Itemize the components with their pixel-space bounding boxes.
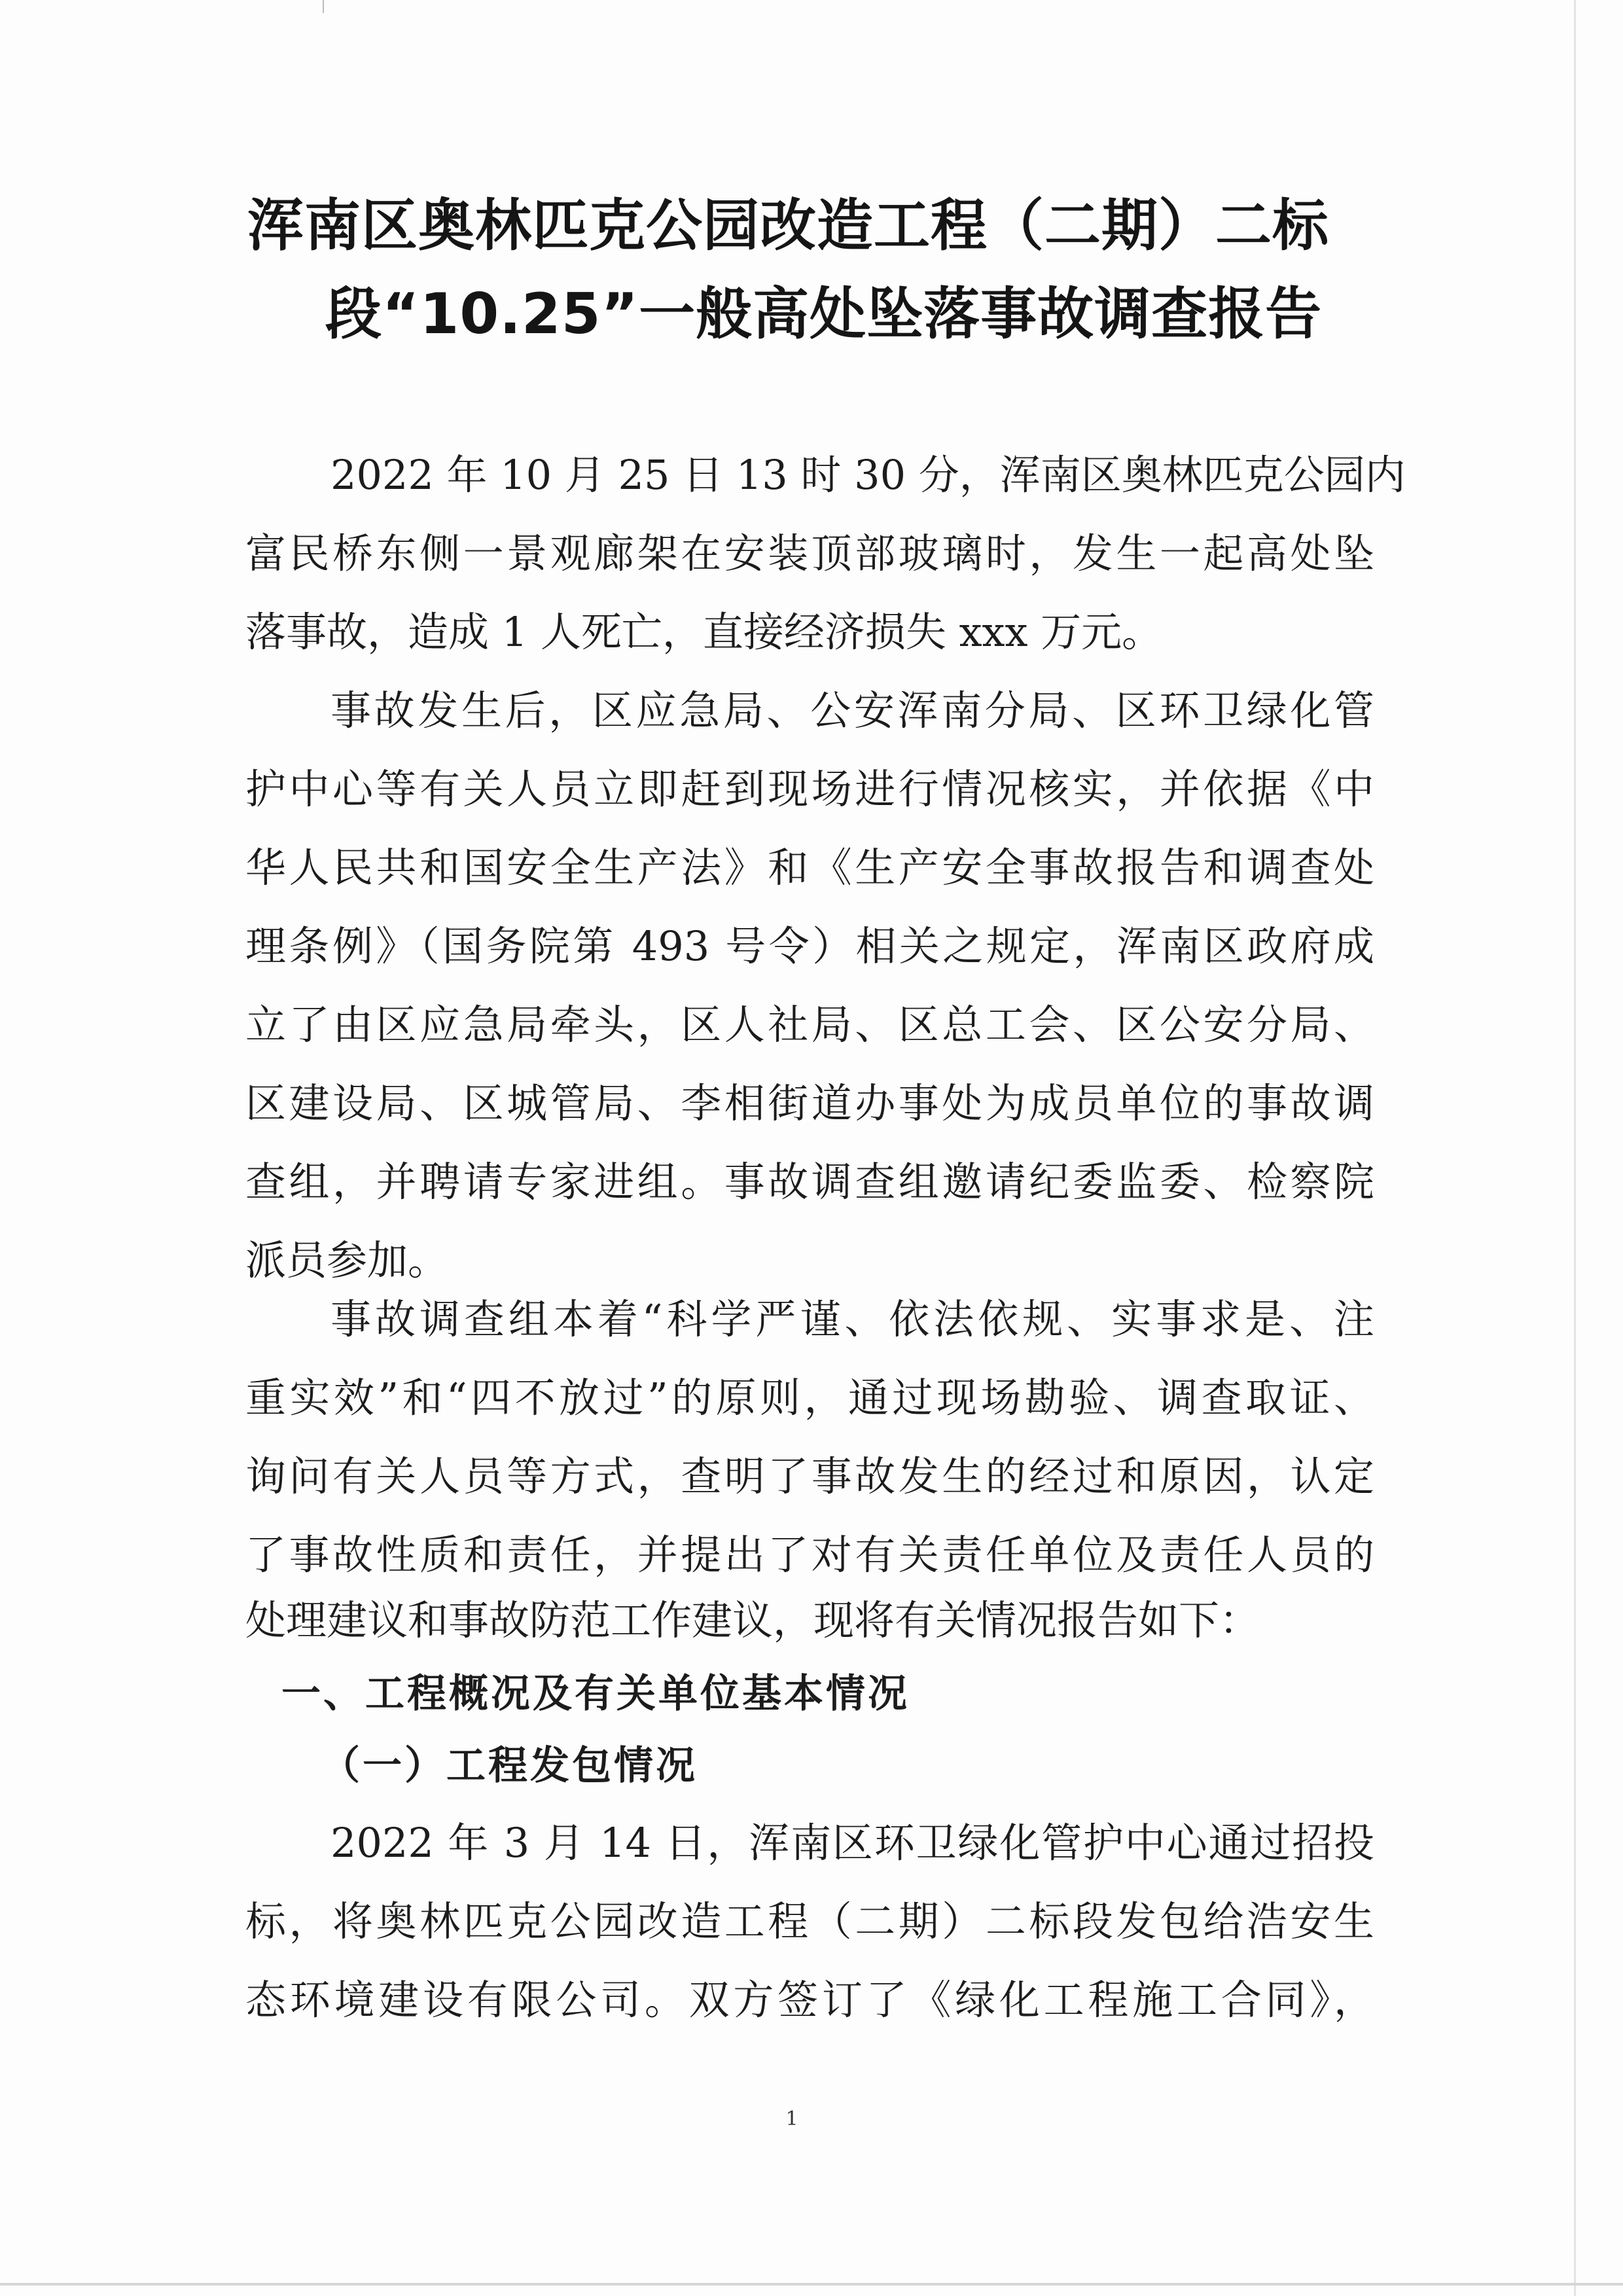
paragraph-2-line-3: 华人民共和国安全生产法》和《生产安全事故报告和调查处	[245, 844, 1374, 891]
paragraph-2-line-7: 查组，并聘请专家进组。事故调查组邀请纪委监委、检察院	[245, 1158, 1374, 1206]
document-title-line-2: 段“10.25”一般高处坠落事故调查报告	[325, 281, 1323, 347]
scan-edge-bottom	[0, 2283, 1623, 2286]
paragraph-3-line-3: 询问有关人员等方式，查明了事故发生的经过和原因，认定	[245, 1452, 1374, 1500]
paragraph-3-line-1: 事故调查组本着“科学严谨、依法依规、实事求是、注	[330, 1295, 1374, 1343]
paragraph-2-line-4: 理条例》（国务院第 493 号令）相关之规定，浑南区政府成	[245, 922, 1374, 970]
page-number: 1	[785, 2108, 798, 2130]
paragraph-3-line-4: 了事故性质和责任，并提出了对有关责任单位及责任人员的	[245, 1531, 1374, 1579]
scan-tick-mark	[323, 0, 324, 13]
paragraph-3-line-5: 处理建议和事故防范工作建议，现将有关情况报告如下：	[245, 1596, 1260, 1644]
paragraph-4-line-2: 标，将奥林匹克公园改造工程（二期）二标段发包给浩安生	[245, 1897, 1374, 1945]
section-heading-1: 一、工程概况及有关单位基本情况	[281, 1671, 910, 1717]
paragraph-1-line-3: 落事故，造成 1 人死亡，直接经济损失 xxx 万元。	[245, 608, 1163, 656]
paragraph-2-line-6: 区建设局、区城管局、李相街道办事处为成员单位的事故调	[245, 1079, 1374, 1127]
scan-edge-right	[1574, 0, 1576, 2296]
document-title-line-1: 浑南区奥林匹克公园改造工程（二期）二标	[247, 193, 1329, 259]
paragraph-2-line-5: 立了由区应急局牵头，区人社局、区总工会、区公安分局、	[245, 1001, 1374, 1049]
section-heading-2: （一）工程发包情况	[321, 1743, 698, 1789]
paragraph-1-line-2: 富民桥东侧一景观廊架在安装顶部玻璃时，发生一起高处坠	[245, 529, 1374, 577]
paragraph-4-line-3: 态环境建设有限公司。双方签订了《绿化工程施工合同》，	[245, 1976, 1374, 2024]
paragraph-2-line-2: 护中心等有关人员立即赶到现场进行情况核实，并依据《中	[245, 765, 1374, 813]
paragraph-2-line-8: 派员参加。	[245, 1236, 449, 1284]
paragraph-4-line-1: 2022 年 3 月 14 日，浑南区环卫绿化管护中心通过招投	[330, 1819, 1374, 1867]
paragraph-3-line-2: 重实效”和“四不放过”的原则，通过现场勘验、调查取证、	[245, 1374, 1374, 1422]
paragraph-2-line-1: 事故发生后，区应急局、公安浑南分局、区环卫绿化管	[330, 687, 1374, 734]
paragraph-1-line-1: 2022 年 10 月 25 日 13 时 30 分，浑南区奥林匹克公园内	[330, 451, 1406, 499]
